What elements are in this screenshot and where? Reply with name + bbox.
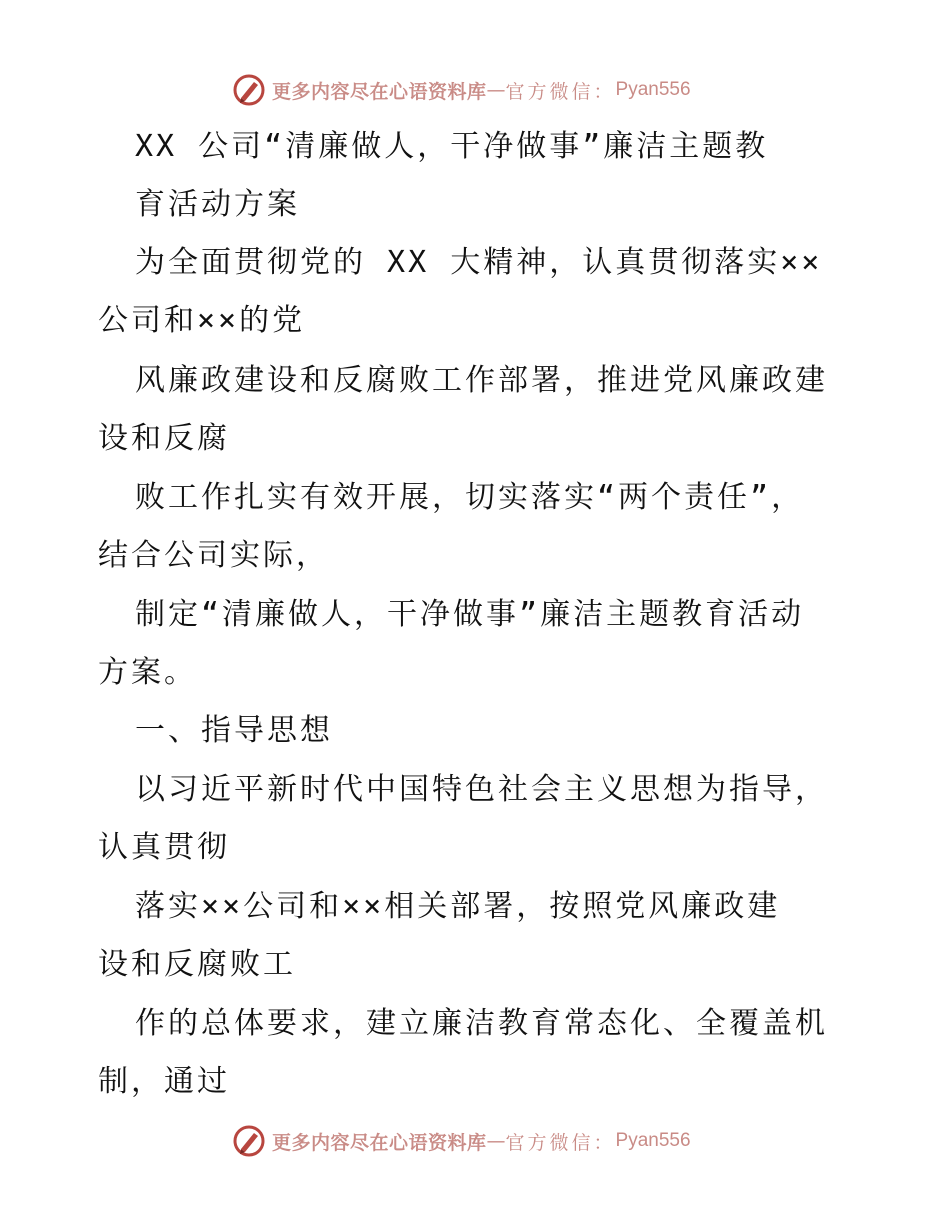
watermark-dash: — bbox=[486, 1130, 506, 1152]
watermark-handle: Pyan556 bbox=[615, 79, 691, 100]
body-line: 败工作扎实有效开展，切实落实“两个责任”， bbox=[135, 480, 805, 515]
watermark-label: 官方微信： bbox=[505, 80, 616, 103]
body-line: 风廉政建设和反腐败工作部署，推进党风廉政建 bbox=[135, 363, 828, 398]
watermark-footer bbox=[232, 1123, 691, 1159]
body-line: 落实××公司和××相关部署，按照党风廉政建 bbox=[135, 889, 781, 924]
watermark-header bbox=[232, 72, 691, 108]
body-line: 设和反腐 bbox=[98, 421, 230, 456]
body-line: 设和反腐败工 bbox=[98, 947, 296, 982]
body-line: 认真贯彻 bbox=[98, 830, 230, 865]
body-line: 制，通过 bbox=[98, 1064, 230, 1099]
body-line: 方案。 bbox=[98, 655, 197, 690]
watermark-main-text: 更多内容尽在心语资料库 bbox=[272, 1131, 487, 1154]
document-title-line-2: 育活动方案 bbox=[135, 187, 300, 222]
pen-logo-icon bbox=[232, 73, 266, 107]
body-line: 作的总体要求，建立廉洁教育常态化、全覆盖机 bbox=[135, 1006, 828, 1041]
body-line: 公司和××的党 bbox=[98, 303, 306, 338]
section-heading: 一、指导思想 bbox=[135, 713, 333, 748]
body-line: 制定“清廉做人，干净做事”廉洁主题教育活动 bbox=[135, 597, 805, 632]
watermark-label: 官方微信： bbox=[505, 1131, 616, 1154]
pen-logo-icon bbox=[232, 1124, 266, 1158]
body-line: 以习近平新时代中国特色社会主义思想为指导， bbox=[135, 772, 828, 807]
body-line: 结合公司实际， bbox=[98, 538, 329, 573]
document-title-line-1: XX 公司“清廉做人，干净做事”廉洁主题教 bbox=[135, 129, 769, 164]
watermark-main-text: 更多内容尽在心语资料库 bbox=[272, 80, 487, 103]
body-line: 为全面贯彻党的 XX 大精神，认真贯彻落实×× bbox=[135, 245, 823, 280]
watermark-handle: Pyan556 bbox=[615, 1130, 691, 1151]
watermark-dash: — bbox=[486, 79, 506, 101]
